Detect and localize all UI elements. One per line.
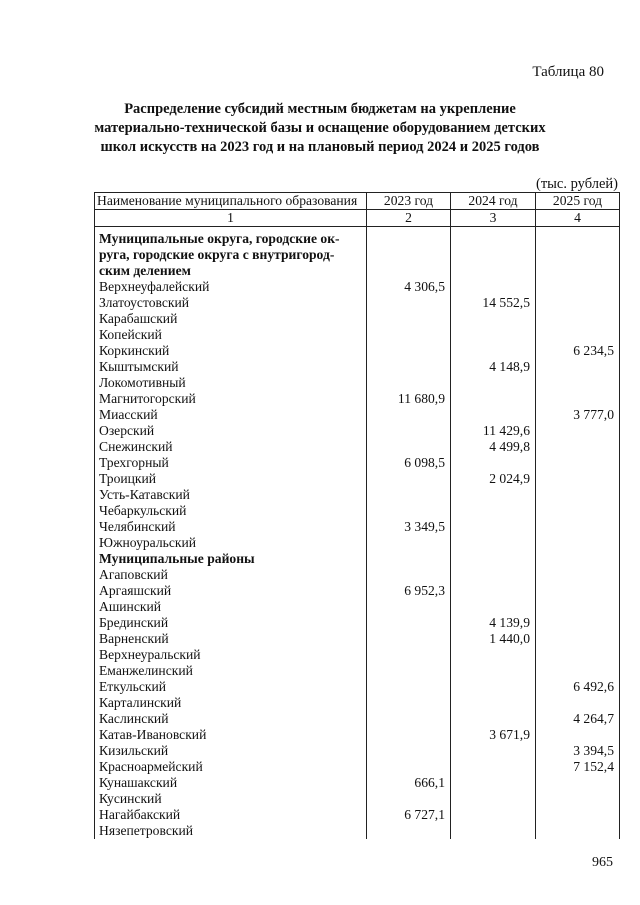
value-2025: 3 777,0 [536,407,620,423]
municipality-name: Коркинский [95,343,367,359]
table-row [95,791,620,807]
table-row [95,759,620,775]
value-2023: 6 727,1 [367,807,451,823]
value-2024 [451,343,536,359]
value-2024 [451,743,536,759]
value-2024 [451,535,536,551]
value-2024 [451,583,536,599]
municipality-name: Усть-Катавский [95,487,367,503]
table-row [95,407,620,423]
header-name: Наименование муниципального образования [95,193,367,210]
value-2023 [367,343,451,359]
section-heading: ским делением [95,263,367,279]
table-row [95,599,620,615]
value-2024 [451,679,536,695]
empty-cell [367,247,451,263]
municipality-name: Троицкий [95,471,367,487]
table-row [95,583,620,599]
value-2025 [536,327,620,343]
table-row [95,455,620,471]
table-row [95,567,620,583]
value-2025 [536,311,620,327]
value-2024 [451,391,536,407]
value-2023 [367,791,451,807]
table-row [95,391,620,407]
municipality-name: Аргаяшский [95,583,367,599]
value-2024: 3 671,9 [451,727,536,743]
table-row [95,471,620,487]
empty-cell [367,551,451,567]
table-row [95,295,620,311]
value-2024 [451,519,536,535]
value-2023 [367,663,451,679]
value-2023 [367,327,451,343]
value-2024 [451,279,536,295]
municipality-name: Чебаркульский [95,503,367,519]
table-row [95,647,620,663]
column-number: 2 [367,210,451,227]
value-2025 [536,631,620,647]
units-label: (тыс. рублей) [536,176,618,192]
municipality-name: Карабашский [95,311,367,327]
value-2024 [451,759,536,775]
municipality-name: Варненский [95,631,367,647]
value-2024: 4 139,9 [451,615,536,631]
municipality-name: Локомотивный [95,375,367,391]
value-2024 [451,711,536,727]
value-2023 [367,359,451,375]
municipality-name: Верхнеуральский [95,647,367,663]
empty-cell [451,551,536,567]
value-2025 [536,375,620,391]
table-row [95,743,620,759]
section-heading: Муниципальные районы [95,551,367,567]
municipality-name: Кизильский [95,743,367,759]
value-2023 [367,503,451,519]
municipality-name: Челябинский [95,519,367,535]
value-2025 [536,487,620,503]
municipality-name: Агаповский [95,567,367,583]
table-row [95,535,620,551]
value-2025 [536,695,620,711]
municipality-name: Златоустовский [95,295,367,311]
table-label: Таблица 80 [532,64,604,80]
value-2023 [367,647,451,663]
table-row [95,679,620,695]
table-row [95,343,620,359]
value-2025 [536,663,620,679]
value-2025: 4 264,7 [536,711,620,727]
value-2023 [367,615,451,631]
value-2023 [367,439,451,455]
value-2025 [536,391,620,407]
value-2024 [451,823,536,839]
value-2023 [367,535,451,551]
value-2023 [367,375,451,391]
value-2024 [451,695,536,711]
value-2023 [367,727,451,743]
municipality-name: Брединский [95,615,367,631]
document-title: Распределение субсидий местным бюджетам на укрепление материально-технической базы и оснащение оборудованием детских школ искусств на 2023 год и на плановый период 2024 и 2025 годов [94,101,546,155]
value-2023 [367,311,451,327]
value-2025 [536,455,620,471]
value-2023: 11 680,9 [367,391,451,407]
value-2023 [367,423,451,439]
empty-cell [536,247,620,263]
value-2025 [536,599,620,615]
value-2023 [367,567,451,583]
value-2024 [451,407,536,423]
value-2025: 7 152,4 [536,759,620,775]
column-number: 4 [536,210,620,227]
empty-cell [536,227,620,248]
section-heading-row [95,247,620,263]
value-2024: 2 024,9 [451,471,536,487]
value-2025 [536,471,620,487]
value-2024 [451,647,536,663]
value-2024 [451,487,536,503]
table-row [95,775,620,791]
table-row [95,823,620,839]
value-2025 [536,359,620,375]
value-2025 [536,279,620,295]
table-body [95,227,620,840]
municipality-name: Нязепетровский [95,823,367,839]
section-heading-row [95,227,620,248]
header-2024: 2024 год [451,193,536,210]
value-2025 [536,423,620,439]
value-2025 [536,823,620,839]
value-2023: 4 306,5 [367,279,451,295]
value-2024 [451,663,536,679]
value-2024 [451,791,536,807]
value-2023: 666,1 [367,775,451,791]
municipality-name: Красноармейский [95,759,367,775]
table-row [95,727,620,743]
value-2025 [536,647,620,663]
header-2025: 2025 год [536,193,620,210]
empty-cell [451,227,536,248]
value-2023 [367,711,451,727]
table-row [95,695,620,711]
table-row [95,327,620,343]
value-2024 [451,599,536,615]
value-2023 [367,487,451,503]
subsidy-table [94,192,620,839]
section-heading-row [95,263,620,279]
table-row [95,359,620,375]
municipality-name: Верхнеуфалейский [95,279,367,295]
municipality-name: Каслинский [95,711,367,727]
value-2025 [536,791,620,807]
municipality-name: Карталинский [95,695,367,711]
value-2025 [536,519,620,535]
value-2023 [367,695,451,711]
value-2025 [536,583,620,599]
value-2025: 6 492,6 [536,679,620,695]
municipality-name: Кунашакский [95,775,367,791]
section-heading: руга, городские округа с внутригород- [95,247,367,263]
value-2024 [451,375,536,391]
value-2023 [367,407,451,423]
value-2023 [367,471,451,487]
value-2023: 3 349,5 [367,519,451,535]
value-2025 [536,567,620,583]
value-2023: 6 098,5 [367,455,451,471]
empty-cell [367,227,451,248]
table-row [95,439,620,455]
empty-cell [536,263,620,279]
value-2023: 6 952,3 [367,583,451,599]
municipality-name: Магнитогорский [95,391,367,407]
value-2023 [367,631,451,647]
empty-cell [451,263,536,279]
value-2024 [451,807,536,823]
municipality-name: Снежинский [95,439,367,455]
column-number: 1 [95,210,367,227]
table-row [95,375,620,391]
municipality-name: Южноуральский [95,535,367,551]
value-2024 [451,503,536,519]
table-row [95,807,620,823]
column-number: 3 [451,210,536,227]
table-row [95,663,620,679]
value-2025 [536,535,620,551]
header-row [95,193,620,210]
table-row [95,519,620,535]
value-2023 [367,743,451,759]
value-2024 [451,567,536,583]
value-2024: 1 440,0 [451,631,536,647]
value-2025 [536,807,620,823]
column-number-row [95,210,620,227]
value-2025 [536,503,620,519]
value-2024: 14 552,5 [451,295,536,311]
value-2023 [367,759,451,775]
municipality-name: Кыштымский [95,359,367,375]
value-2024: 11 429,6 [451,423,536,439]
page-number: 965 [592,855,613,870]
value-2023 [367,599,451,615]
value-2023 [367,679,451,695]
table-row [95,423,620,439]
table-row [95,279,620,295]
empty-cell [536,551,620,567]
value-2025 [536,727,620,743]
municipality-name: Катав-Ивановский [95,727,367,743]
value-2025 [536,775,620,791]
value-2024 [451,775,536,791]
table-row [95,311,620,327]
value-2025 [536,615,620,631]
municipality-name: Еткульский [95,679,367,695]
empty-cell [451,247,536,263]
table-row [95,615,620,631]
value-2024 [451,327,536,343]
header-2023: 2023 год [367,193,451,210]
value-2024 [451,311,536,327]
table-row [95,503,620,519]
value-2023 [367,823,451,839]
municipality-name: Копейский [95,327,367,343]
municipality-name: Ашинский [95,599,367,615]
municipality-name: Еманжелинский [95,663,367,679]
value-2025: 3 394,5 [536,743,620,759]
value-2024 [451,455,536,471]
value-2024: 4 499,8 [451,439,536,455]
municipality-name: Нагайбакский [95,807,367,823]
municipality-name: Озерский [95,423,367,439]
section-heading-row [95,551,620,567]
value-2023 [367,295,451,311]
value-2025 [536,439,620,455]
municipality-name: Миасский [95,407,367,423]
section-heading: Муниципальные округа, городские ок- [95,227,367,248]
municipality-name: Кусинский [95,791,367,807]
table-row [95,631,620,647]
table-row [95,711,620,727]
value-2025 [536,295,620,311]
empty-cell [367,263,451,279]
value-2024: 4 148,9 [451,359,536,375]
table-row [95,487,620,503]
value-2025: 6 234,5 [536,343,620,359]
municipality-name: Трехгорный [95,455,367,471]
